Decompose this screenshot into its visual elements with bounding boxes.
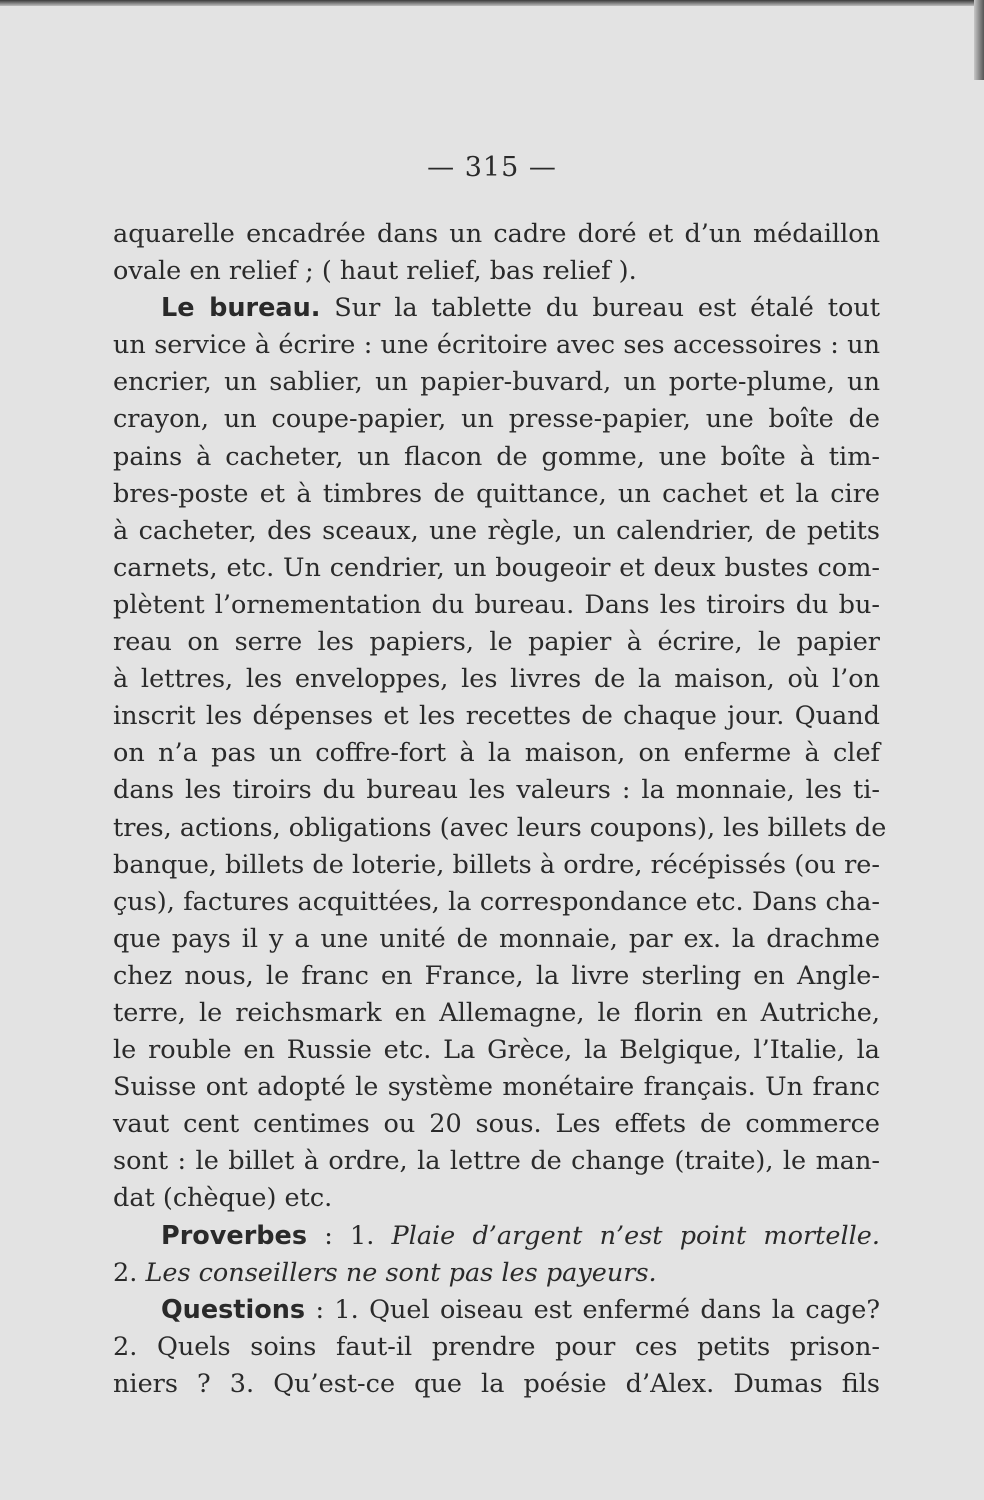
section-heading-line <box>113 290 880 327</box>
proverb-2-number: 2. <box>113 1257 146 1288</box>
text-line: à lettres, les enveloppes, les livres de la maison, où l’on <box>113 664 880 695</box>
section-heading: Le bureau. <box>161 293 321 324</box>
text-line: tres, actions, obligations (avec leurs coupons), les billets de <box>113 812 887 843</box>
text-line: çus), factures acquittées, la correspondance etc. Dans cha- <box>113 886 880 917</box>
page-number: — 315 — <box>427 152 557 183</box>
proverbs-line-2 <box>113 1255 880 1292</box>
text-line: un service à écrire : une écritoire avec ses accessoires : un <box>113 330 880 361</box>
question-line: niers ? 3. Qu’est-ce que la poésie d’Alex. Dumas fils <box>113 1368 880 1399</box>
text-line: Suisse ont adopté le système monétaire français. Un franc <box>113 1072 880 1103</box>
text-line: banque, billets de loterie, billets à ordre, récépissés (ou re- <box>113 849 880 880</box>
text-line: inscrit les dépenses et les recettes de chaque jour. Quand <box>113 701 880 732</box>
question-1: : 1. Quel oiseau est enfermé dans la cage? <box>305 1294 880 1325</box>
text-line: à cacheter, des sceaux, une règle, un calendrier, de petits <box>113 515 880 546</box>
text-line: le rouble en Russie etc. La Grèce, la Belgique, l’Italie, la <box>113 1035 880 1066</box>
page-top-edge <box>0 0 984 6</box>
proverb-1: Plaie d’argent n’est point mortelle. <box>391 1220 880 1251</box>
text-line: dat (chèque) etc. <box>113 1183 333 1214</box>
questions-label: Questions <box>161 1294 306 1325</box>
text-line: sont : le billet à ordre, la lettre de change (traite), le man- <box>113 1146 880 1177</box>
proverb-2: Les conseillers ne sont pas les payeurs. <box>145 1257 657 1288</box>
text-line: pains à cacheter, un flacon de gomme, une boîte à tim- <box>113 441 880 472</box>
text-line: vaut cent centimes ou 20 sous. Les effets de commerce <box>113 1109 880 1140</box>
proverbs-label: Proverbes <box>161 1220 308 1251</box>
page-right-edge <box>974 0 984 80</box>
text-line: aquarelle encadrée dans un cadre doré et d’un médaillon <box>113 219 880 249</box>
question-line: 2. Quels soins faut-il prendre pour ces petits prison- <box>113 1331 880 1362</box>
text-line: plètent l’ornementation du bureau. Dans les tiroirs du bu- <box>113 589 880 620</box>
text-line: carnets, etc. Un cendrier, un bougeoir et deux bustes com- <box>113 552 880 583</box>
text-line: chez nous, le franc en France, la livre sterling en Angle- <box>113 960 880 991</box>
text-line: bres-poste et à timbres de quittance, un cachet et la cire <box>113 478 880 509</box>
text-line: que pays il y a une unité de monnaie, par ex. la drachme <box>113 923 880 954</box>
text-line: dans les tiroirs du bureau les valeurs : la monnaie, les ti- <box>113 775 880 806</box>
proverbs-separator: : 1. <box>307 1220 392 1251</box>
body-text <box>113 216 887 1403</box>
questions-line <box>113 1292 880 1329</box>
text-line: terre, le reichsmark en Allemagne, le florin en Autriche, <box>113 997 880 1028</box>
text-line: crayon, un coupe-papier, un presse-papier, une boîte de <box>113 404 880 435</box>
text-line: on n’a pas un coffre-fort à la maison, on enferme à clef <box>113 738 880 769</box>
text-span: Sur la tablette du bureau est étalé tout <box>320 293 880 324</box>
text-line: reau on serre les papiers, le papier à écrire, le papier <box>113 627 880 658</box>
proverbs-line <box>113 1218 880 1255</box>
text-line: encrier, un sablier, un papier-buvard, un porte-plume, un <box>113 367 880 398</box>
text-line: ovale en relief ; ( haut relief, bas relief ). <box>113 256 637 287</box>
